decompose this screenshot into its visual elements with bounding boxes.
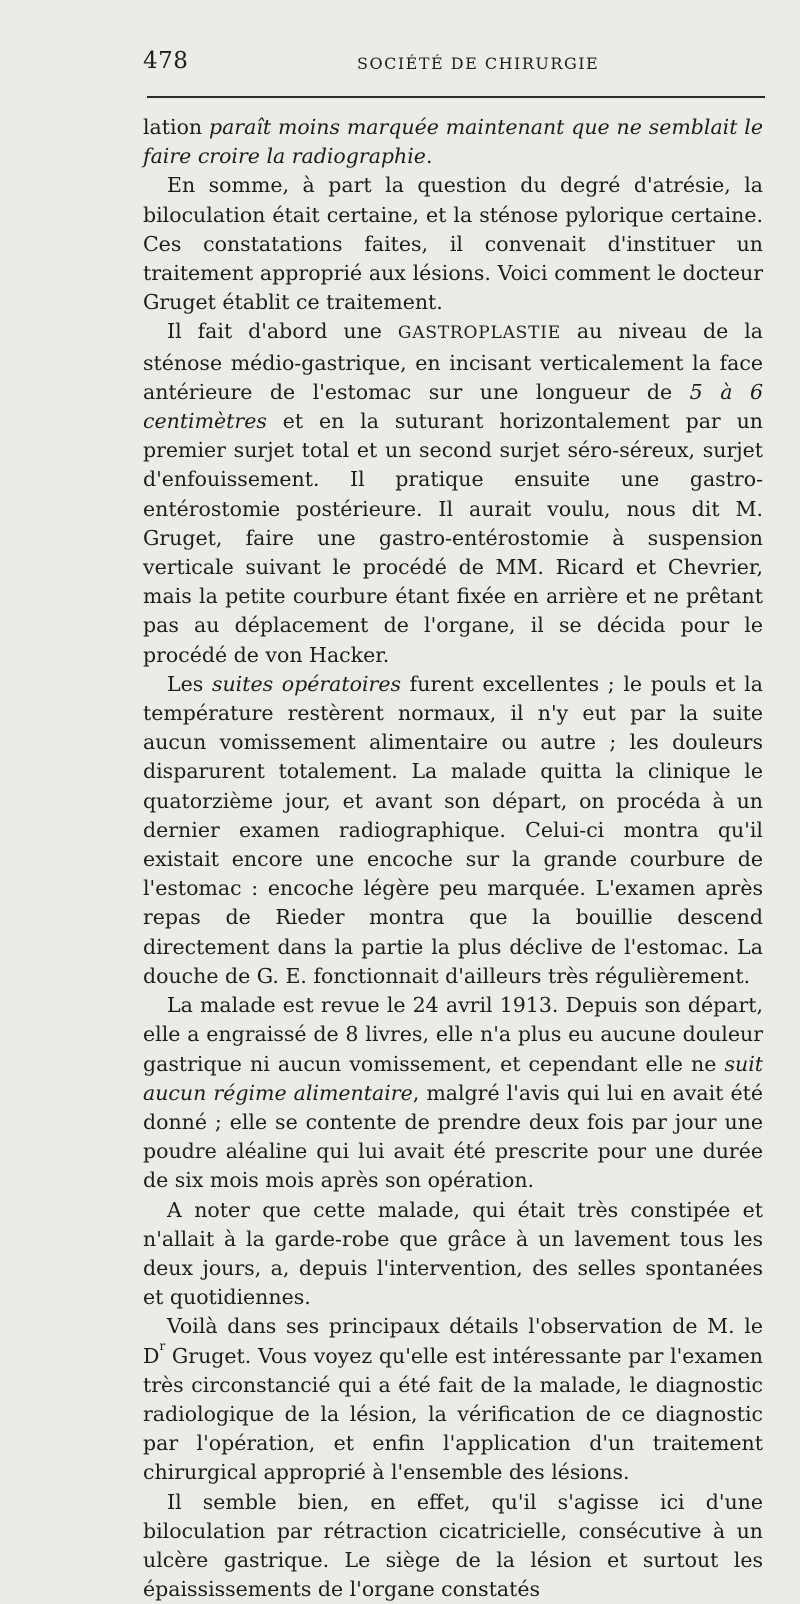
paragraph-3 xyxy=(143,317,763,669)
italic-run: 5 à 6 centimètres xyxy=(143,379,763,434)
paragraph-5 xyxy=(143,991,763,1195)
superscript: r xyxy=(159,1338,166,1353)
text-run: La malade est revue le 24 avril 1913. Depuis son départ, elle a engraissé de 8 livres, elle n'a plus eu aucune douleur gastrique ni aucun vomissement, et cependant elle ne xyxy=(143,993,763,1076)
smallcaps-run: GASTROPLASTIE xyxy=(397,323,561,344)
text-run: Gruget. Vous voyez qu'elle est intéressante par l'examen très circonstancié qui a été fait de la malade, le diagnostic radiologique de la lésion, la vérification de ce diagnostic par l'opération, et enfin l'application d'un traitement chirurgical approprié à l'ensemble des lésions. xyxy=(143,1343,763,1485)
header-rule xyxy=(147,96,765,98)
text-run: au niveau de la sténose médio-gastrique, en incisant verticalement la face antérieure de l'estomac sur une longueur de xyxy=(143,319,763,404)
text-run: furent excellentes ; le pouls et la température restèrent normaux, il n'y eut par la suite aucun vomissement alimentaire ou autre ; les douleurs disparurent totalement. La malade quitta la clinique le quatorzième jour, et avant son départ, on procéda à un dernier examen radiographique. Celui-ci montra qu'il existait encore une encoche sur la grande courbure de l'estomac : encoche légère peu marquée. L'examen après repas de Rieder montra que la bouillie descend directement dans la partie la plus déclive de l'estomac. La douche de G. E. fonctionnait d'ailleurs très régulièrement. xyxy=(143,671,763,988)
paragraph-1 xyxy=(143,113,763,171)
text-run: lation xyxy=(143,115,209,139)
text-run: Il fait d'abord une xyxy=(167,319,398,344)
italic-run: suites opératoires xyxy=(211,671,401,696)
text-run: Les xyxy=(167,671,212,696)
text-run: . xyxy=(425,144,433,169)
text-run: , malgré l'avis qui lui en avait été donné ; elle se contente de prendre deux fois par jour une poudre aléaline qui lui avait été prescrite pour une durée de six mois mois après son opération. xyxy=(143,1080,763,1193)
text-run: et en la suturant horizontalement par un premier surjet total et un second surjet séro-séreux, surjet d'enfouissement. Il pratique ensuite une gastro-entérostomie postérieure. Il aurait voulu, nous dit M. Gruget, faire une gastro-entérostomie à suspension verticale suivant le procédé de MM. Ricard et Chevrier, mais la petite courbure étant fixée en arrière et ne prêtant pas au déplacement de l'organe, il se décida pour le procédé de von Hacker. xyxy=(143,409,763,667)
paragraph-7 xyxy=(143,1312,763,1487)
page-number: 478 xyxy=(143,48,189,74)
body-text xyxy=(143,113,763,1604)
italic-run: paraît moins marquée maintenant que ne semblait le faire croire la radiographie xyxy=(143,115,763,169)
paragraph-2: En somme, à part la question du degré d'atrésie, la biloculation était certaine, et la sténose pylorique certaine. Ces constatations faites, il convenait d'instituer un traitement approprié aux lésions. Voici comment le docteur Gruget établit ce traitement. xyxy=(143,173,763,315)
paragraph-8: Il semble bien, en effet, qu'il s'agisse ici d'une biloculation par rétraction cicatricielle, consécutive à un ulcère gastrique. Le siège de la lésion et surtout les épaississements de l'organe constatés xyxy=(143,1489,763,1602)
paragraph-6: A noter que cette malade, qui était très constipée et n'allait à la garde-robe que grâce à un lavement tous les deux jours, a, depuis l'intervention, des selles spontanées et quotidiennes. xyxy=(143,1197,763,1310)
paragraph-4 xyxy=(143,670,763,991)
italic-run: suit aucun régime alimentaire xyxy=(143,1051,763,1105)
page-header xyxy=(143,48,763,78)
text-run: Voilà dans ses principaux détails l'observation de M. le D xyxy=(143,1314,763,1368)
running-head: SOCIÉTÉ DE CHIRURGIE xyxy=(357,54,600,73)
